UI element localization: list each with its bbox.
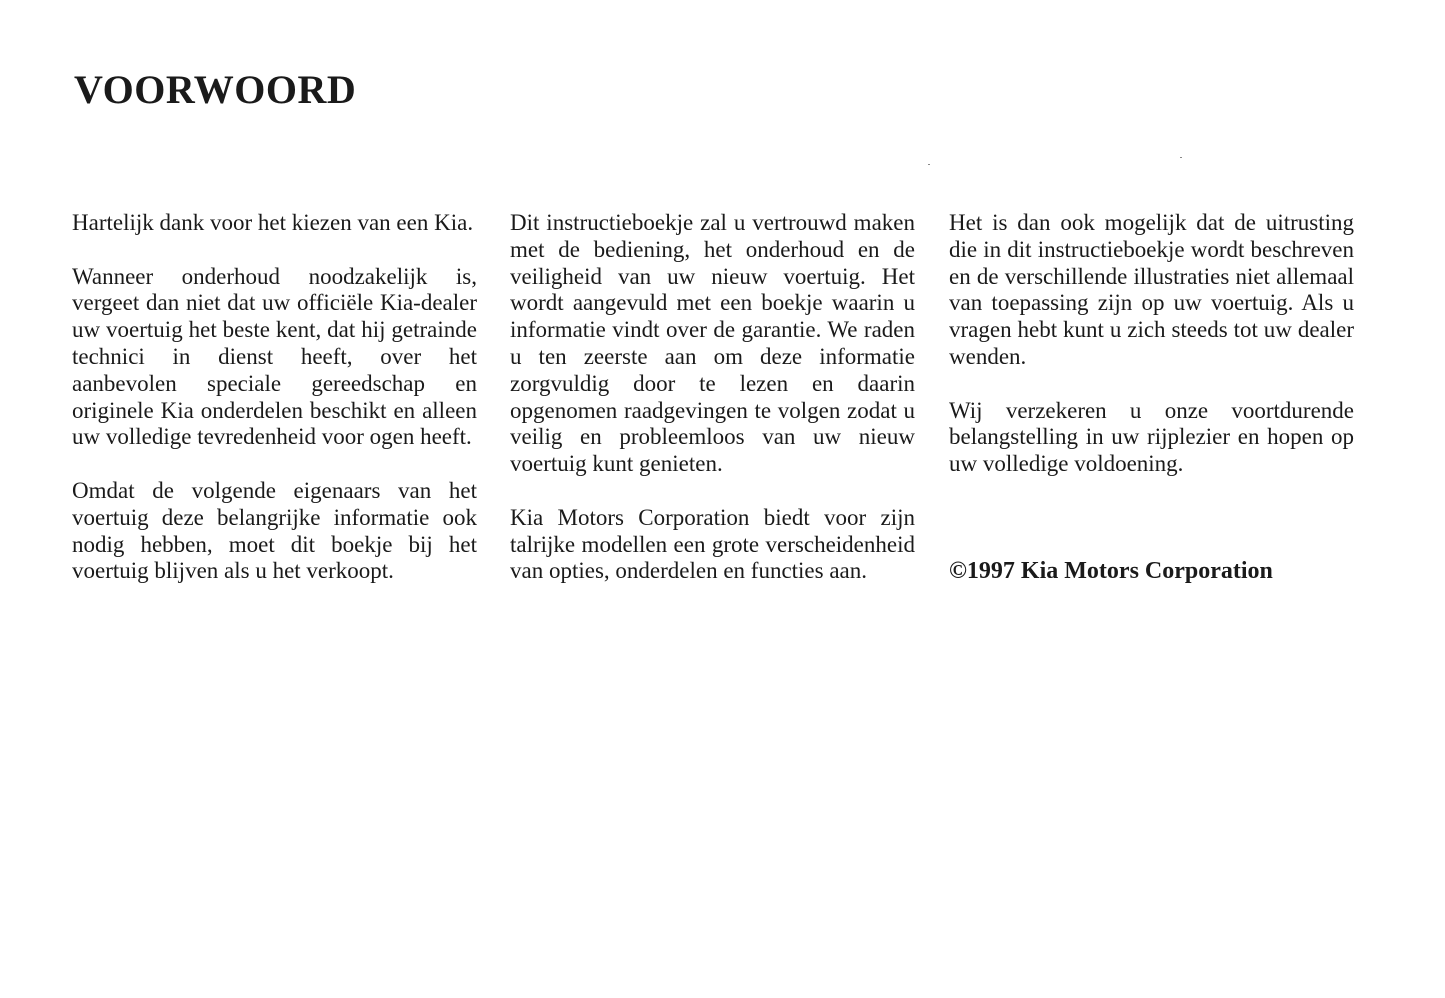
paragraph: Wanneer onderhoud noodzakelijk is, vergeet dan niet dat uw officiële Kia-dealer uw voertuig het beste kent, dat hij getrainde technici in dienst heeft, over het aanbevolen speciale gereedschap en originele Kia onderdelen beschikt en alleen uw volledige tevredenheid voor ogen heeft. [72,263,477,450]
paragraph: Omdat de volgende eigenaars van het voertuig deze belangrijke informatie ook nodig hebben, moet dit boekje bij het voertuig blijven als u het verkoopt. [72,477,477,584]
text-column-1 [72,210,477,612]
text-column-2 [510,210,915,612]
paragraph: Wij verzekeren u onze voortdurende belangstelling in uw rijplezier en hopen op uw volledige voldoening. [949,397,1354,477]
scan-speck [928,164,930,165]
paragraph: Hartelijk dank voor het kiezen van een Kia. [72,210,474,235]
paragraph: Dit instructieboekje zal u vertrouwd maken met de bediening, het onderhoud en de veiligheid van uw nieuw voertuig. Het wordt aangevuld met een boekje waarin u informatie vindt over de garantie. We raden u ten zeerste aan om deze informatie zorgvuldig door te lezen en daarin opgenomen raadgevingen te volgen zodat u veilig en probleemloos van uw nieuw voertuig kunt genieten. [510,210,915,477]
paragraph: Het is dan ook mogelijk dat de uitrusting die in dit instructieboekje wordt beschreven en de verschillende illustraties niet allemaal van toepassing zijn op uw voertuig. Als u vragen hebt kunt u zich steeds tot uw dealer wenden. [949,210,1354,369]
text-column-3 [949,210,1354,612]
copyright-notice: ©1997 Kia Motors Corporation [949,557,1273,584]
page-title: VOORWOORD [74,67,357,112]
paragraph: Kia Motors Corporation biedt voor zijn talrijke modellen een grote verscheidenheid van opties, onderdelen en functies aan. [510,504,915,584]
scan-speck [1180,157,1182,158]
